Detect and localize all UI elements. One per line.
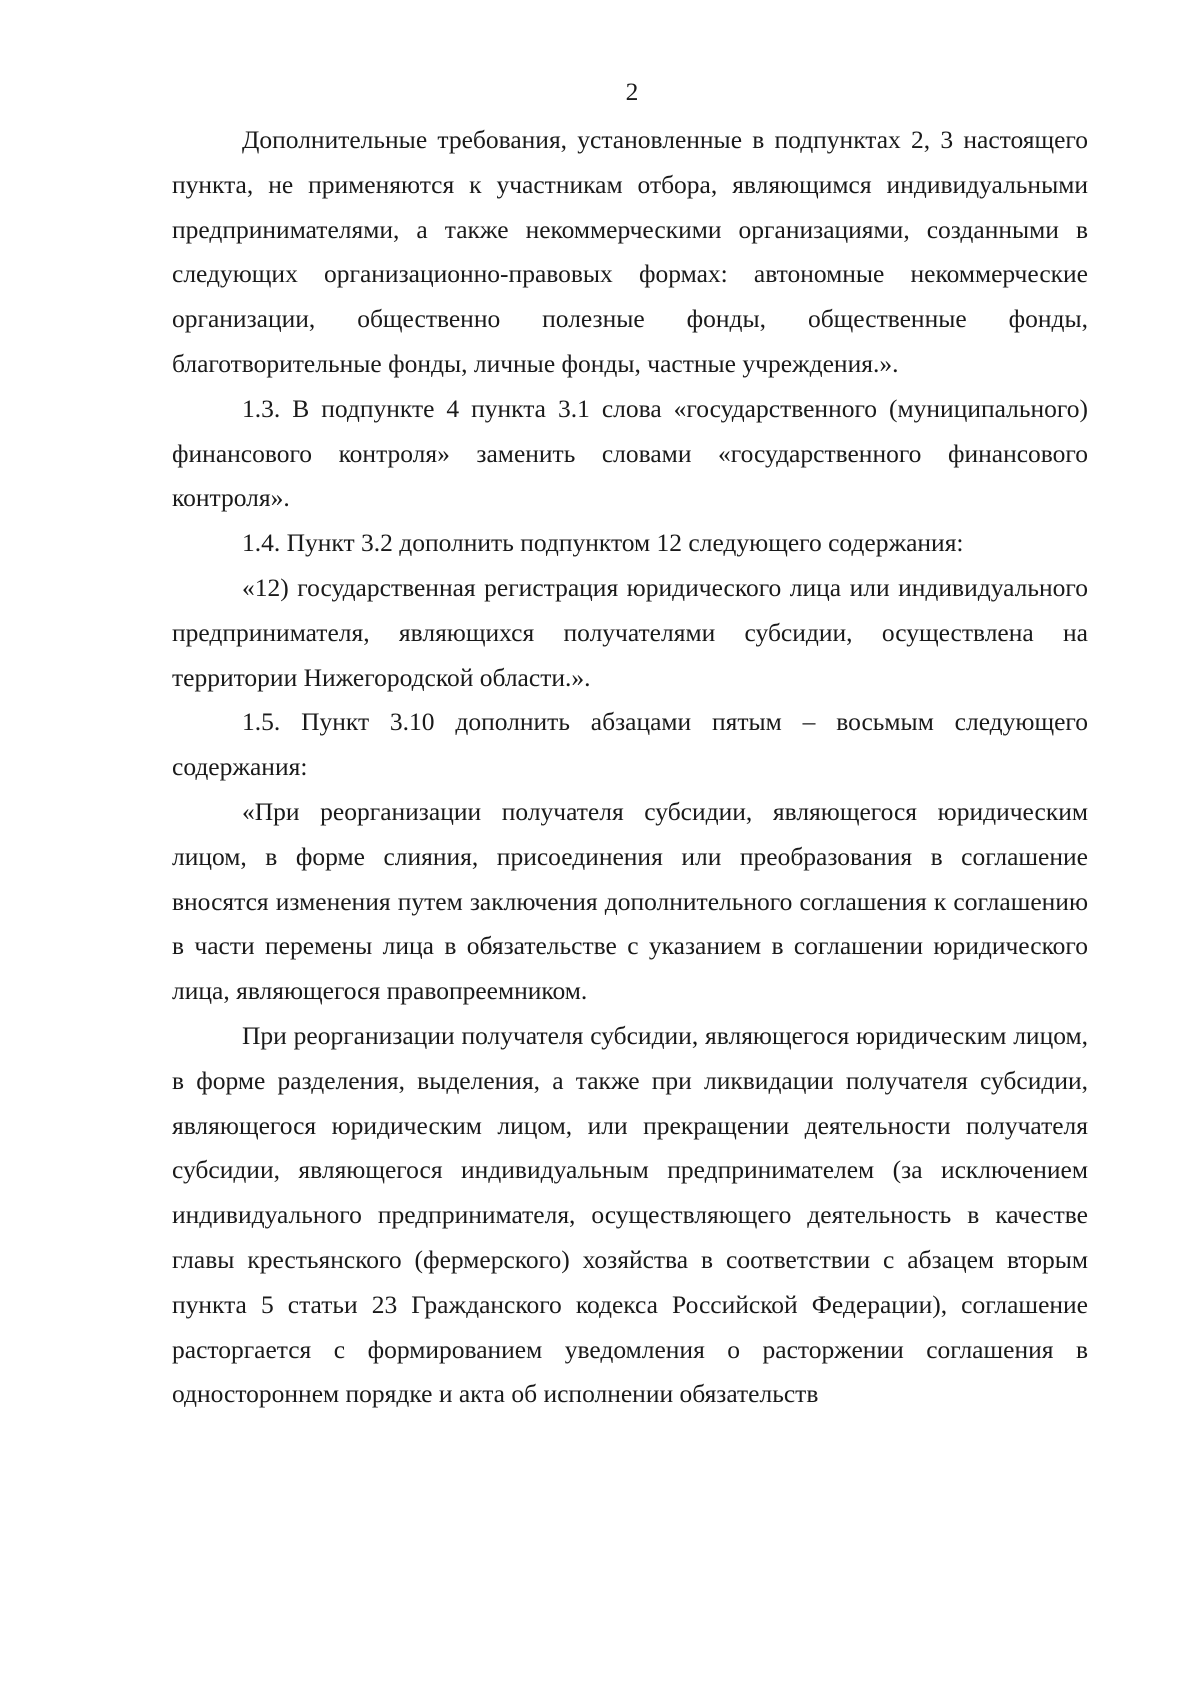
paragraph-additional-requirements: Дополнительные требования, установленные в подпунктах 2, 3 настоящего пункта, не применяются к участникам отбора, являющимся индивидуальными предпринимателями, а также некоммерческими организациями, созданными в следующих организационно-правовых формах: автономные некоммерческие организации, общественно полезные фонды, общественные фонды, благотворительные фонды, личные фонды, частные учреждения.». [172,125,1088,378]
paragraph-1-5: 1.5. Пункт 3.10 дополнить абзацами пятым – восьмым следующего содержания: [172,707,1088,782]
paragraph-reorganization-division: При реорганизации получателя субсидии, являющегося юридическим лицом, в форме разделения, выделения, а также при ликвидации получателя субсидии, являющегося юридическим лицом, или прекращении деятельности получателя субсидии, являющегося индивидуальным предпринимателем (за исключением индивидуального предпринимателя, осуществляющего деятельность в качестве главы крестьянского (фермерского) хозяйства в соответствии с абзацем вторым пункта 5 статьи 23 Гражданского кодекса Российской Федерации), соглашение расторгается с формированием уведомления о расторжении соглашения в одностороннем порядке и акта об исполнении обязательств [172,1020,1088,1409]
paragraph-reorganization-merger: «При реорганизации получателя субсидии, являющегося юридическим лицом, в форме слияния, присоединения или преобразования в соглашение вносятся изменения путем заключения дополнительного соглашения к соглашению в части перемены лица в обязательстве с указанием в соглашении юридического лица, являющегося правопреемником. [172,796,1088,1006]
page-number: 2 [625,77,639,106]
paragraph-1-4: 1.4. Пункт 3.2 дополнить подпунктом 12 следующего содержания: [242,528,964,558]
paragraph-1-3: 1.3. В подпункте 4 пункта 3.1 слова «государственного (муниципального) финансового контроля» заменить словами «государственного финансового контроля». [172,393,1088,513]
paragraph-subpoint-12: «12) государственная регистрация юридического лица или индивидуального предпринимателя, являющихся получателями субсидии, осуществлена на территории Нижегородской области.». [172,572,1088,692]
